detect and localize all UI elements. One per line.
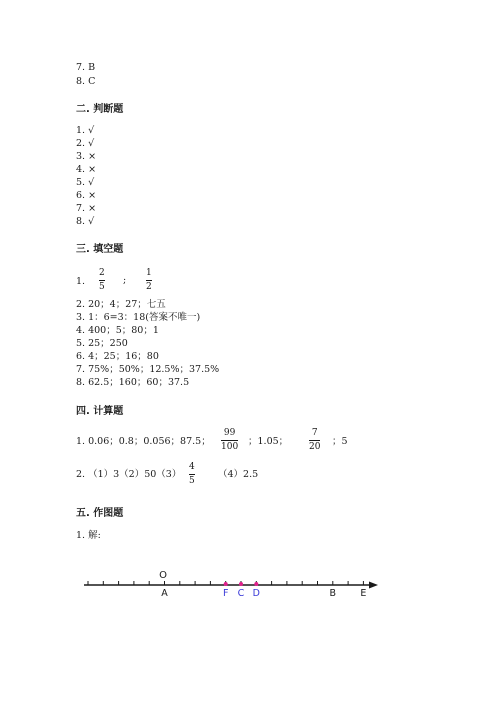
separator: ; bbox=[123, 275, 127, 286]
answer-line: 3. × bbox=[76, 151, 97, 162]
section-title-calculation: 四. 计算题 bbox=[76, 406, 124, 417]
answer-prefix: 2. （1）3（2）50（3） bbox=[76, 469, 182, 480]
fraction-denominator: 100 bbox=[221, 442, 239, 452]
fraction-bar bbox=[99, 280, 105, 281]
answer-line: 1. √ bbox=[76, 125, 95, 136]
number-line bbox=[80, 562, 380, 604]
fraction bbox=[309, 428, 320, 453]
fraction-denominator: 5 bbox=[189, 476, 195, 486]
fraction-numerator: 99 bbox=[223, 428, 236, 438]
label-group bbox=[161, 588, 366, 599]
fraction bbox=[99, 268, 105, 293]
section-title-judgement: 二. 判断题 bbox=[76, 104, 124, 115]
answer-line: 4. 400；5；80；1 bbox=[76, 325, 159, 336]
answer-line: 7. B bbox=[76, 62, 96, 73]
answer-line: 8. √ bbox=[76, 216, 95, 227]
answer-line: 1. 解: bbox=[76, 530, 101, 541]
highlighted-point bbox=[224, 582, 228, 586]
answer-line: 7. 75%；50%；12.5%；37.5% bbox=[76, 364, 220, 375]
answer-line: 6. 4；25；16；80 bbox=[76, 351, 159, 362]
fraction-denominator: 5 bbox=[99, 282, 105, 292]
answer-suffix: ；5 bbox=[332, 436, 348, 447]
answer-line: 8. C bbox=[76, 76, 96, 87]
answer-line: 2. 20；4；27；七五 bbox=[76, 299, 166, 310]
point-label-d: D bbox=[252, 588, 260, 599]
fraction-numerator: 2 bbox=[99, 268, 105, 278]
question-number: 1. bbox=[76, 276, 86, 287]
point-label-a: A bbox=[161, 588, 168, 599]
answer-line: 6. × bbox=[76, 190, 97, 201]
section-title-drawing: 五. 作图题 bbox=[76, 508, 124, 519]
answer-line: 3. 1：6=3：18(答案不唯一) bbox=[76, 312, 201, 323]
point-label-f: F bbox=[222, 588, 229, 599]
answer-line: 4. × bbox=[76, 164, 97, 175]
fraction bbox=[189, 462, 195, 487]
answer-line: 2. √ bbox=[76, 138, 95, 149]
fraction-bar bbox=[146, 280, 152, 281]
fraction bbox=[221, 428, 238, 453]
fraction-numerator: 7 bbox=[311, 428, 318, 438]
arrow-head-icon bbox=[369, 582, 378, 589]
answer-line: 5. 25；250 bbox=[76, 338, 128, 349]
highlighted-point bbox=[254, 582, 258, 586]
fraction-bar bbox=[189, 474, 195, 475]
fraction-denominator: 20 bbox=[309, 442, 321, 452]
answer-line: 7. × bbox=[76, 203, 97, 214]
origin-label: O bbox=[159, 570, 167, 581]
fraction bbox=[146, 268, 152, 293]
answer-middle: ；1.05； bbox=[248, 436, 289, 447]
fraction-numerator: 4 bbox=[189, 462, 195, 472]
highlighted-point bbox=[239, 582, 243, 586]
point-label-e: E bbox=[360, 588, 367, 599]
point-label-c: C bbox=[237, 588, 245, 599]
section-title-fill-blank: 三. 填空题 bbox=[76, 244, 124, 255]
answer-prefix: 1. 0.06；0.8；0.056；87.5； bbox=[76, 436, 211, 447]
answer-line: 8. 62.5；160；60；37.5 bbox=[76, 377, 190, 388]
fraction-numerator: 1 bbox=[146, 268, 152, 278]
fraction-bar bbox=[309, 440, 320, 441]
answer-suffix: （4）2.5 bbox=[218, 469, 259, 480]
fraction-bar bbox=[221, 440, 238, 441]
point-label-b: B bbox=[329, 588, 337, 599]
fraction-denominator: 2 bbox=[146, 282, 152, 292]
answer-line: 5. √ bbox=[76, 177, 95, 188]
